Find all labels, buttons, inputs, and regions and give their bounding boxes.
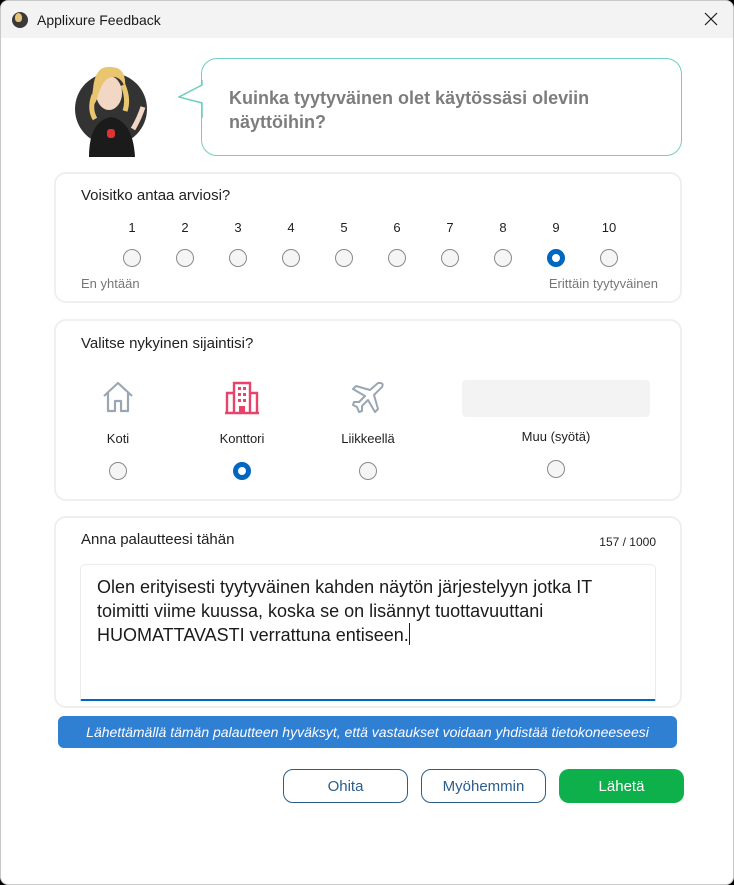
later-button[interactable]: Myöhemmin [421,769,546,803]
rating-radio-9-selected[interactable] [547,249,565,267]
location-title: Valitse nykyinen sijaintisi? [81,335,254,352]
location-radio-mobile[interactable] [359,462,377,480]
rating-option-6[interactable]: 6 [385,220,409,267]
rating-option-4[interactable]: 4 [279,220,303,267]
location-option-office[interactable]: Konttori [202,379,282,480]
location-card [54,319,682,501]
location-radio-office-selected[interactable] [233,462,251,480]
bubble-tail [178,79,204,119]
rating-card [54,172,682,303]
rating-radio-1[interactable] [123,249,141,267]
feedback-card [54,516,682,708]
rating-radio-7[interactable] [441,249,459,267]
rating-radio-6[interactable] [388,249,406,267]
rating-option-2[interactable]: 2 [173,220,197,267]
skip-button[interactable]: Ohita [283,769,408,803]
rating-option-1[interactable]: 1 [120,220,144,267]
rating-radio-2[interactable] [176,249,194,267]
rating-radio-4[interactable] [282,249,300,267]
rating-radio-3[interactable] [229,249,247,267]
office-building-icon [224,379,260,415]
feedback-title: Anna palautteesi tähän [81,531,235,548]
close-icon [704,12,718,26]
location-option-other[interactable]: Muu (syötä) [486,429,626,478]
airplane-icon [350,379,386,415]
rating-option-3[interactable]: 3 [226,220,250,267]
title-bar [1,1,733,38]
scale-high-label: Erittäin tyytyväinen [548,276,658,291]
speech-bubble [201,58,682,156]
location-radio-home[interactable] [109,462,127,480]
rating-option-9[interactable]: 9 [544,220,568,267]
rating-radio-10[interactable] [600,249,618,267]
rating-radio-5[interactable] [335,249,353,267]
home-icon [100,379,136,415]
feedback-text: Olen erityisesti tyytyväinen kahden näytön järjestelyyn jotka IT toimitti viime kuussa, koska se on lisännyt tuottavuuttani HUOMATTAVASTI verrattuna entiseen. [97,577,592,645]
close-button[interactable] [699,7,723,31]
rating-option-7[interactable]: 7 [438,220,462,267]
scale-low-label: En yhtään [81,276,140,291]
location-radio-other[interactable] [547,460,565,478]
window-title: Applixure Feedback [37,11,161,28]
location-option-mobile[interactable]: Liikkeellä [328,379,408,480]
send-button[interactable]: Lähetä [559,769,684,803]
char-counter: 157 / 1000 [599,535,656,549]
location-option-home[interactable]: Koti [78,379,158,480]
rating-option-8[interactable]: 8 [491,220,515,267]
text-caret [409,623,410,645]
question-text: Kuinka tyytyväinen olet käytössäsi oleviin näyttöihin? [229,88,590,132]
rating-option-5[interactable]: 5 [332,220,356,267]
mascot-avatar [75,59,151,157]
consent-banner: Lähettämällä tämän palautteen hyväksyt, että vastaukset voidaan yhdistää tietokoneeseesi [58,716,677,748]
feedback-textarea[interactable] [80,564,656,701]
rating-radio-8[interactable] [494,249,512,267]
rating-title: Voisitko antaa arviosi? [81,187,231,204]
other-location-input[interactable] [462,380,650,417]
app-icon [12,12,28,28]
rating-option-10[interactable]: 10 [597,220,621,267]
